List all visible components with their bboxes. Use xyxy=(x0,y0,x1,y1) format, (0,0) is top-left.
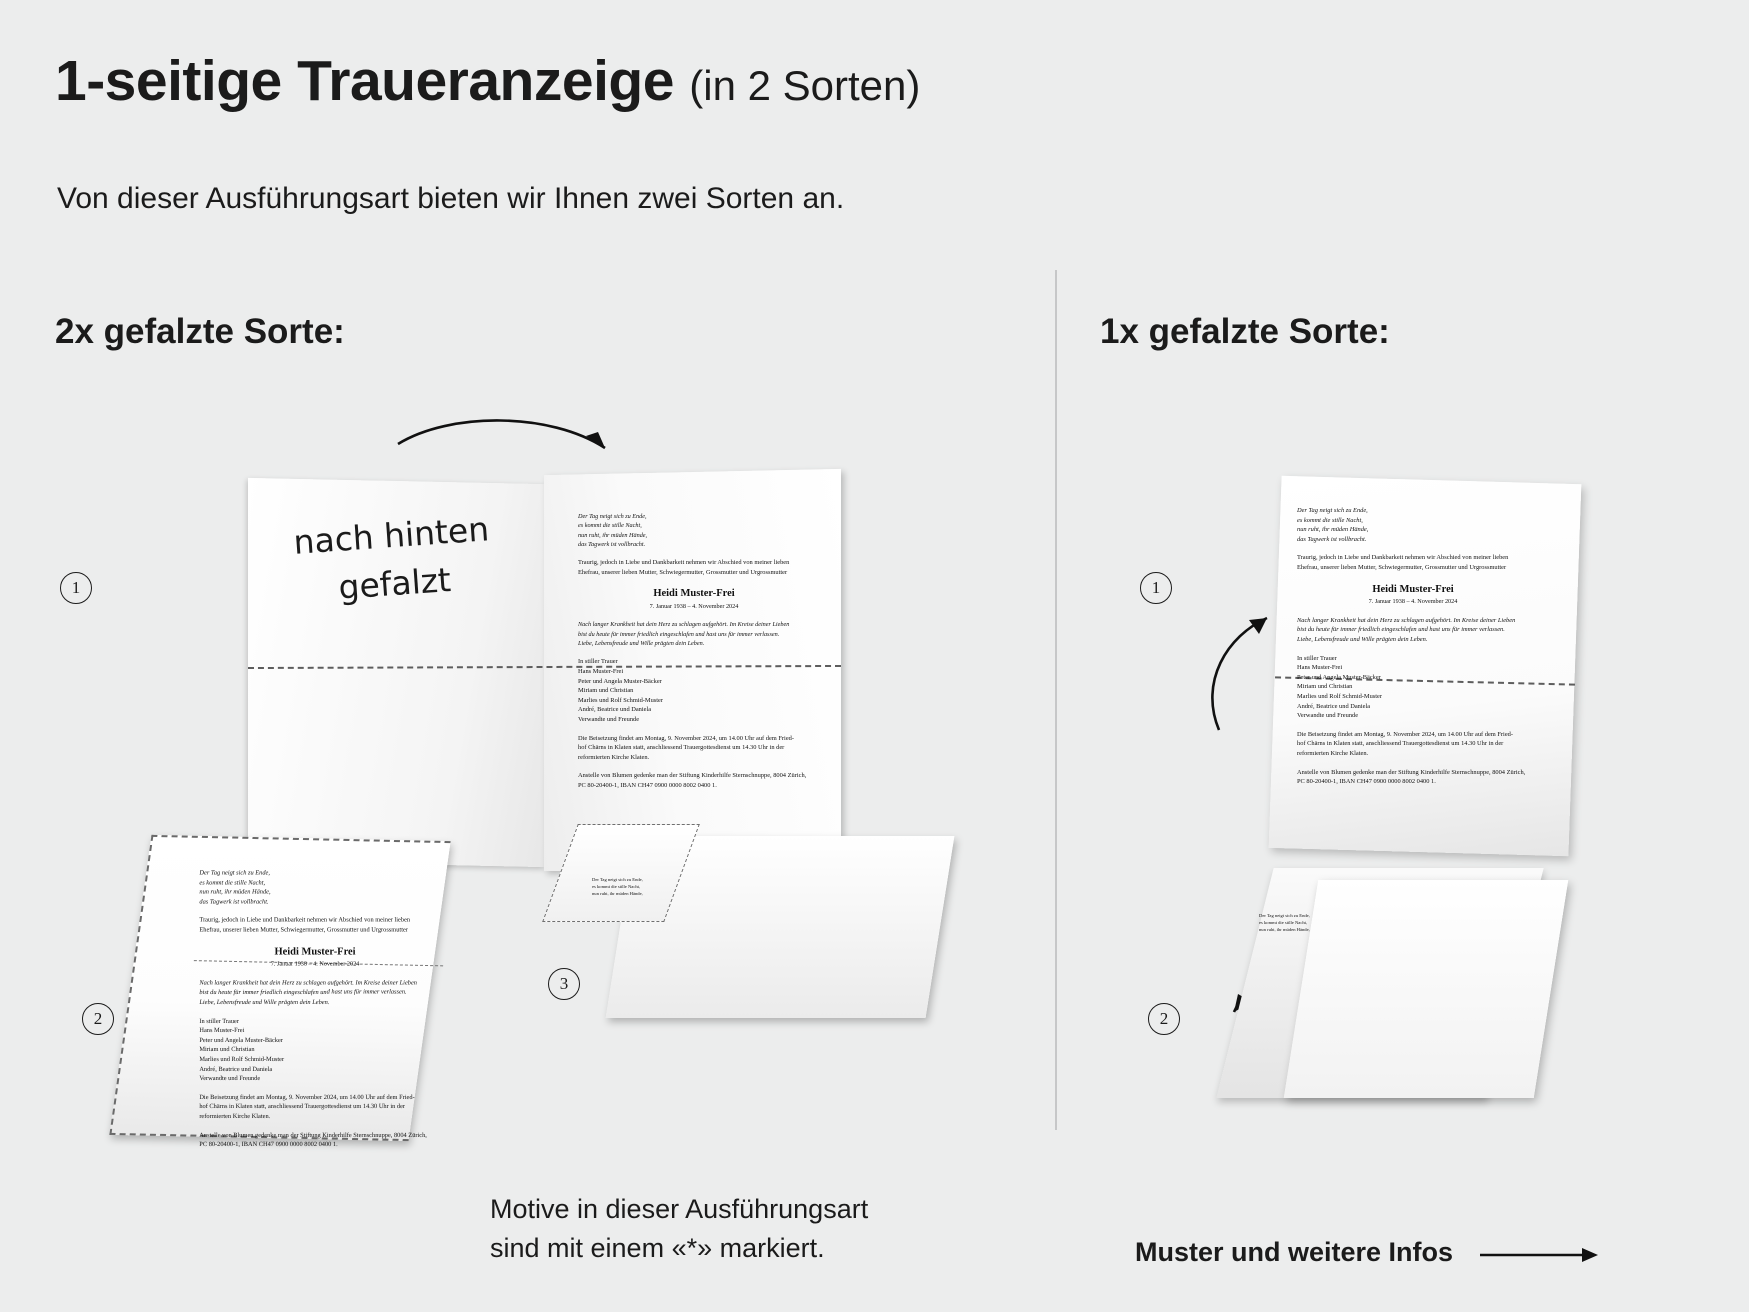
obituary-intro-2: Traurig, jedoch in Liebe und Dankbarkeit nehmen wir Abschied von meiner lieben Ehefrau, unserer lieben Mutter, Schwiegermutter, Grossmutter und Urgrossmutter xyxy=(199,916,411,934)
right-column-heading: 1x gefalzte Sorte: xyxy=(1100,312,1390,351)
arrow-right-icon xyxy=(1480,1245,1605,1265)
obituary-name-4: Heidi Muster-Frei xyxy=(1372,583,1454,595)
obituary-intro-4: Traurig, jedoch in Liebe und Dankbarkeit nehmen wir Abschied von meiner lieben Ehefrau, unserer lieben Mutter, Schwiegermutter, Grossmutter und Urgrossmutter xyxy=(1297,554,1509,572)
obituary-poem-2: Der Tag neigt sich zu Ende, es kommt die stille Nacht, nun ruht, ihr müden Hände, das Tagwerk ist vollbracht. xyxy=(199,869,271,906)
obituary-text-figure2 xyxy=(199,868,430,1150)
obituary-poem: Der Tag neigt sich zu Ende, es kommt die stille Nacht, nun ruht, ihr müden Hände, das Tagwerk ist vollbracht. xyxy=(578,513,648,548)
obituary-mourners-2: Hans Muster-Frei Peter und Angela Muster-Bäcker Miriam und Christian Marlies und Rolf Schmid-Muster André, Beatrice und Daniela Verwandte und Freunde xyxy=(199,1026,285,1083)
step-number-right-2: 2 xyxy=(1148,1003,1180,1035)
figure-open-card-1x xyxy=(1275,480,1575,870)
page-title xyxy=(55,48,920,114)
obituary-intro: Traurig, jedoch in Liebe und Dankbarkeit nehmen wir Abschied von meiner lieben Ehefrau, unserer lieben Mutter, Schwiegermutter, Grossmutter und Urgrossmutter xyxy=(578,559,790,576)
motive-caption: Motive in dieser Ausführungsart sind mit einem «*» markiert. xyxy=(490,1194,869,1264)
obituary-dates: 7. Januar 1938 – 4. November 2024 xyxy=(649,603,739,611)
step-number-left-2: 2 xyxy=(82,1003,114,1035)
obituary-funeral-4: Die Beisetzung findet am Montag, 9. November 2024, um 14.00 Uhr auf dem Fried- hof Chärns in Klaten statt, anschliessend Trauergottesdienst um 14.30 Uhr in der reformierten Kirche Klaten. xyxy=(1297,730,1513,758)
obituary-donation-4: Anstelle von Blumen gedenke man der Stiftung Kinderhilfe Sternschnuppe, 8004 Zürich, PC 80-20400-1, IBAN CH47 0900 0000 8002 0400 1. xyxy=(1297,768,1526,786)
intro-text: Von dieser Ausführungsart bieten wir Ihnen zwei Sorten an. xyxy=(57,182,845,215)
left-column-heading: 2x gefalzte Sorte: xyxy=(55,312,345,351)
obituary-mourners-title-2: In stiller Trauer xyxy=(199,1017,240,1025)
obituary-text-figure4 xyxy=(1297,506,1529,787)
step-number-right-1: 1 xyxy=(1140,572,1172,604)
obituary-text-figure3: Der Tag neigt sich zu Ende, es kommt die stille Nacht, nun ruht, ihr müden Hände, xyxy=(592,877,643,897)
page-title-sub: (in 2 Sorten) xyxy=(689,62,921,109)
obituary-text-figure5: Der Tag neigt sich zu Ende, es kommt die stille Nacht, nun ruht, ihr müden Hände, xyxy=(1259,913,1310,933)
fold-back-annotation: nach hinten gefalzt xyxy=(292,509,491,607)
card-front-panel-1x xyxy=(1284,880,1569,1098)
step-number-left-3: 3 xyxy=(548,968,580,1000)
obituary-body: Nach langer Krankheit hat dein Herz zu schlagen aufgehört. Im Kreise deiner Lieben bist du heute für immer friedlich eingeschlafen und hast uns für immer verlassen. Liebe, Lebensfreude und Wille prägten dein Leben. xyxy=(578,621,790,648)
column-divider xyxy=(1055,270,1057,1130)
obituary-donation-2: Anstelle von Blumen gedenke man der Stiftung Kinderhilfe Sternschnuppe, 8004 Zürich, PC 80-20400-1, IBAN CH47 0900 0000 8002 0400 1. xyxy=(199,1131,427,1149)
figure-folded-card-2x-step2 xyxy=(109,835,450,1149)
page-title-main: 1-seitige Traueranzeige xyxy=(55,49,674,113)
obituary-mourners-title: In stiller Trauer xyxy=(578,658,618,666)
figure-folded-card-1x-step2 xyxy=(1245,860,1645,1120)
obituary-body-2: Nach langer Krankheit hat dein Herz zu schlagen aufgehört. Im Kreise deiner Lieben bist du heute für immer friedlich eingeschlafen und hast uns für immer verlassen. Liebe, Lebensfreude und Wille prägten dein Leben. xyxy=(199,979,417,1006)
muster-caption[interactable] xyxy=(1135,1233,1453,1272)
step-number-left-1: 1 xyxy=(60,572,92,604)
obituary-funeral-2: Die Beisetzung findet am Montag, 9. November 2024, um 14.00 Uhr auf dem Fried- hof Chärns in Klaten statt, anschliessend Trauergottesdienst um 14.30 Uhr in der reformierten Kirche Klaten. xyxy=(199,1093,415,1121)
obituary-poem-4: Der Tag neigt sich zu Ende, es kommt die stille Nacht, nun ruht, ihr müden Hände, das Tagwerk ist vollbracht. xyxy=(1297,507,1369,543)
obituary-name-2: Heidi Muster-Frei xyxy=(274,946,356,958)
obituary-body-4: Nach langer Krankheit hat dein Herz zu schlagen aufgehört. Im Kreise deiner Lieben bist du heute für immer friedlich eingeschlafen und hast uns für immer verlassen. Liebe, Lebensfreude und Wille prägten dein Leben. xyxy=(1297,616,1516,643)
obituary-mourners-4: Hans Muster-Frei Peter und Angela Muster-Bäcker Miriam und Christian Marlies und Rolf Schmid-Muster André, Beatrice und Daniela Verwandte und Freunde xyxy=(1297,664,1383,720)
muster-caption-label: Muster und weitere Infos xyxy=(1135,1237,1454,1267)
obituary-dates-4: 7. Januar 1938 – 4. November 2024 xyxy=(1368,598,1458,606)
fold-line-left xyxy=(109,835,153,1135)
obituary-funeral: Die Beisetzung findet am Montag, 9. November 2024, um 14.00 Uhr auf dem Fried- hof Chärns in Klaten statt, anschliessend Trauergottesdienst um 14.30 Uhr in der reformierten Kirche Klaten. xyxy=(578,734,794,761)
figure-folded-card-2x-step3 xyxy=(540,820,960,1040)
obituary-mourners-title-4: In stiller Trauer xyxy=(1297,654,1337,662)
obituary-text-figure1 xyxy=(578,512,810,791)
figure-open-card-2x xyxy=(248,470,838,875)
obituary-dates-2: 7. Januar 1938 – 4. November 2024 xyxy=(270,961,360,969)
obituary-name: Heidi Muster-Frei xyxy=(653,588,735,600)
obituary-donation: Anstelle von Blumen gedenke man der Stiftung Kinderhilfe Sternschnuppe, 8004 Zürich, PC 80-20400-1, IBAN CH47 0900 0000 8002 0400 1. xyxy=(578,772,807,790)
obituary-mourners: Hans Muster-Frei Peter und Angela Muster-Bäcker Miriam und Christian Marlies und Rolf Schmid-Muster André, Beatrice und Daniela Verwandte und Freunde xyxy=(578,667,664,723)
